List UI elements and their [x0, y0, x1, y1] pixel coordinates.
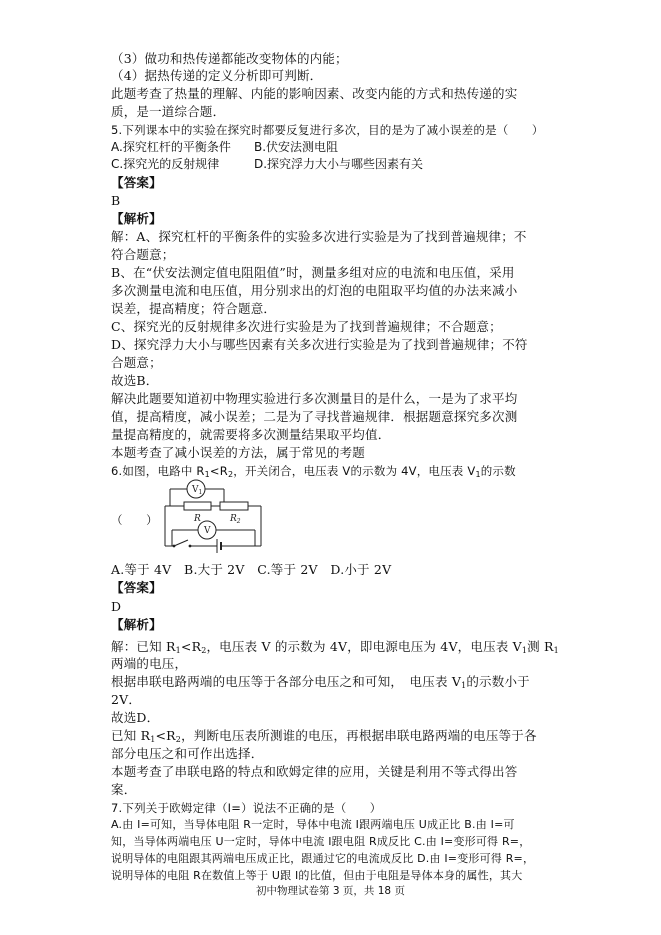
q7-line: A.由 I=可知，当导体电阻 R一定时，导体中电流 I跟两端电压 U成正比 B.由 I=可	[111, 818, 515, 831]
q5-option-d: D.探究浮力大小与哪些因素有关	[254, 157, 424, 171]
q7-line: 说明导体的电阻 R在数值上等于 U跟 I的比值，但由于电阻是导体本身的属性，其大	[111, 869, 523, 882]
q5-analysis-line: 量提高精度的，就需要将多次测量结果取平均值．	[111, 427, 391, 442]
voltmeter-v1-label: $V_1$	[192, 485, 203, 496]
q5-analysis-line: B、在“伏安法测定值电阻阻值”时，测量多组对应的电流和电压值，采用	[111, 265, 515, 280]
q6-analysis-line: 本题考查了串联电路的特点和欧姆定律的应用，关键是利用不等式得出答	[111, 764, 518, 779]
q5-analysis-line: 解：A、探究杠杆的平衡条件的实验多次进行实验是为了找到普遍规律；不	[111, 229, 527, 244]
resistor-r2	[220, 502, 248, 510]
q5-analysis-label: 【解析】	[111, 211, 162, 226]
q6-analysis-line: 部分电压之和可作出选择．	[111, 746, 264, 761]
prev-line-1: （3）做功和热传递都能改变物体的内能；	[111, 51, 348, 66]
q5-option-a: A.探究杠杆的平衡条件	[111, 140, 231, 154]
q6-analysis-label: 【解析】	[111, 617, 162, 632]
q6-paren: （ ）	[111, 513, 158, 527]
q5-analysis-line: 符合题意；	[111, 247, 175, 262]
q5-option-c: C.探究光的反射规律	[111, 157, 220, 171]
prev-line-4: 质，是一道综合题．	[111, 104, 226, 119]
q6-analysis-line: 两端的电压，	[111, 656, 188, 671]
q5-analysis-line: 解决此题要知道初中物理实验进行多次测量目的是什么，一是为了求平均	[111, 391, 518, 406]
page-footer: 初中物理试卷第 3 页，共 18 页	[256, 885, 405, 897]
resistor-r1-label: R	[194, 514, 201, 524]
q6-analysis-line: 已知 $R_1<R_2$，判断电压表所测谁的电压，再根据串联电路两端的电压等于各	[111, 728, 537, 744]
q6-analysis-line: 根据串联电路两端的电压等于各部分电压之和可知， 电压表 $V_1$的示数小于	[111, 674, 530, 690]
q6-analysis-line: 案．	[111, 782, 137, 797]
q6-analysis-line: 解：已知 $R_1<R_2$，电压表 V 的示数为 4V，即电源电压为 4V，电压表 $V_1$测 $R_1$	[111, 639, 559, 655]
q5-analysis-line: 值，提高精度，减小误差；二是为了寻找普遍规律．根据题意探究多次测	[111, 409, 518, 424]
q7-line: 知，当导体两端电压 U一定时，导体中电流 I跟电阻 R成反比 C.由 I=变形可得 R=，	[111, 835, 531, 848]
q5-analysis-line: 本题考查了减小误差的方法，属于常见的考题	[111, 445, 366, 460]
resistor-r2-label: $R_2$	[230, 514, 241, 525]
q5-analysis-line: D、探究浮力大小与哪些因素有关多次进行实验是为了找到普遍规律；不符	[111, 337, 528, 352]
q5-analysis-line: 合题意；	[111, 355, 162, 370]
q5-analysis-line: 误差，提高精度；符合题意．	[111, 301, 277, 316]
q5-answer-label: 【答案】	[111, 175, 162, 190]
q5-answer: B	[111, 193, 121, 208]
q6-analysis-line: 故选D．	[111, 710, 160, 725]
q6-options: A.等于 4V B.大于 2V C.等于 2V D.小于 2V	[111, 562, 392, 577]
voltmeter-v-label: V	[204, 526, 211, 536]
q6-analysis-line: 2V．	[111, 692, 142, 707]
prev-line-3: 此题考查了热量的理解、内能的影响因素、改变内能的方式和热传递的实	[111, 86, 518, 101]
q6-answer-label: 【答案】	[111, 580, 162, 595]
q5-option-b: B.伏安法测电阻	[254, 140, 339, 154]
prev-line-2: （4）据热传递的定义分析即可判断．	[111, 68, 323, 83]
q5-analysis-line: 多次测量电流和电压值，用分别求出的灯泡的电阻取平均值的办法来减小	[111, 283, 518, 298]
q6-answer: D	[111, 599, 122, 614]
q5-stem: 5.下列课本中的实验在探究时都要反复进行多次，目的是为了减小误差的是（ ）	[111, 123, 544, 137]
q5-analysis-line: 故选B．	[111, 373, 159, 388]
resistor-r1	[184, 502, 211, 510]
circuit-diagram	[160, 475, 270, 557]
q7-line: 说明导体的电阻跟其两端电压成正比，跟通过它的电流成反比 D.由 I=变形可得 R=，	[111, 852, 535, 865]
q5-analysis-line: C、探究光的反射规律多次进行实验是为了找到普遍规律；不合题意；	[111, 319, 502, 334]
q6-stem: 6.如图，电路中 $R_1<R_2$，开关闭合，电压表 V的示数为 4V，电压表 $V_1$的示数	[111, 464, 516, 479]
q7-stem: 7.下列关于欧姆定律（I=）说法不正确的是（ ）	[111, 801, 382, 815]
